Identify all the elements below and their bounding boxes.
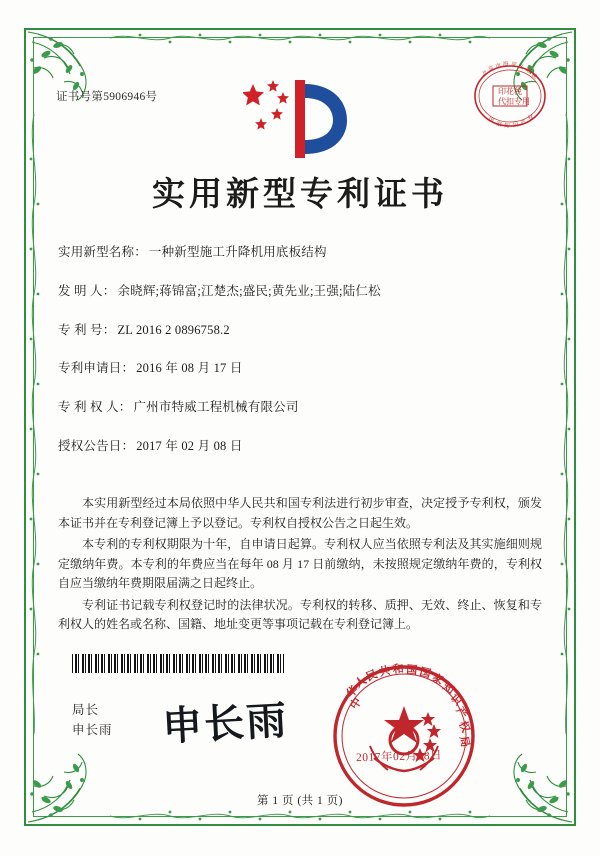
field-value: 余晓辉;蒋锦富;江楚杰;盛民;黄先业;王强;陆仁松 xyxy=(117,283,381,298)
field-row xyxy=(58,243,542,262)
field-row xyxy=(58,321,542,340)
field-value: ZL 2016 2 0896758.2 xyxy=(117,322,230,337)
field-list xyxy=(58,243,542,476)
field-row xyxy=(58,359,542,378)
field-label: 专 利 权 人： xyxy=(58,400,132,414)
barcode-icon xyxy=(72,654,284,673)
body-text xyxy=(58,494,542,637)
national-emblem-seal-icon xyxy=(330,662,478,810)
page-footer: 第 1 页 (共 1 页) xyxy=(256,795,344,807)
svg-text:税: 税 xyxy=(530,72,538,81)
svg-text:局: 局 xyxy=(457,735,472,749)
corner-ornament-icon xyxy=(490,740,576,826)
director-block xyxy=(72,700,113,740)
field-row xyxy=(58,398,542,417)
paragraph: 本实用新型经过本局依照中华人民共和国专利法进行初步审查，决定授予专利权，颁发本证书并在专利登记簿上予以登记。专利权自授权公告之日起生效。 xyxy=(58,496,542,530)
seal-date: 2017年02月08日 xyxy=(355,749,443,765)
stamp-duty-seal-icon xyxy=(472,58,548,134)
svg-text:产: 产 xyxy=(453,705,470,721)
svg-text:家: 家 xyxy=(429,671,445,688)
director-name: 申长雨 xyxy=(72,723,113,737)
field-label: 实用新型名称： xyxy=(58,245,147,259)
field-label: 专利申请日： xyxy=(58,361,135,376)
svg-text:产: 产 xyxy=(519,119,527,127)
handwritten-signature: 申长雨 xyxy=(161,697,290,750)
field-label: 专 利 号： xyxy=(58,322,116,337)
paragraph: 本专利的专利权期限为十年，自申请日起算。专利权人应当依照专利法及其实施细则规定缴纳年费。本专利的年费应当在每年 08 月 17 日前缴纳，未按照规定缴纳年费的，专利权自应当缴纳年费期限届满之日起终止。 xyxy=(58,537,542,590)
svg-text:市: 市 xyxy=(495,62,502,70)
cnipa-logo-icon xyxy=(243,78,353,160)
border-vine-icon xyxy=(110,31,490,45)
svg-text:权: 权 xyxy=(456,719,472,735)
svg-text:京: 京 xyxy=(487,65,495,73)
field-label: 授权公告日： xyxy=(58,438,135,453)
svg-text:识: 识 xyxy=(447,691,465,708)
paragraph: 专利证书记载专利权登记时的法律状况。专利权的转移、质押、无效、终止、恢复和专利权人的姓名或名称、国籍、地址变更等事项记载在专利登记簿上。 xyxy=(58,597,542,631)
certificate-number: 证书号第5906946号 xyxy=(56,91,158,103)
field-row xyxy=(58,282,542,301)
director-title: 局长 xyxy=(72,703,100,717)
svg-text:知: 知 xyxy=(440,680,457,697)
page-title: 实用新型专利证书 xyxy=(152,177,448,213)
field-value: 一种新型施工升降机用底板结构 xyxy=(148,245,327,259)
field-value: 广州市特威工程机械有限公司 xyxy=(133,400,299,414)
svg-text:民: 民 xyxy=(364,668,380,684)
svg-text:权: 权 xyxy=(527,113,535,122)
svg-text:识: 识 xyxy=(512,122,519,129)
field-label: 发 明 人： xyxy=(58,283,116,298)
corner-ornament-icon xyxy=(24,740,110,826)
border-vine-icon xyxy=(110,809,490,823)
svg-text:北: 北 xyxy=(481,69,489,78)
svg-text:知: 知 xyxy=(503,123,510,130)
svg-text:华: 华 xyxy=(344,683,361,701)
svg-text:中: 中 xyxy=(348,695,365,712)
svg-text:人: 人 xyxy=(352,674,369,691)
svg-text:共: 共 xyxy=(377,664,392,679)
field-value: 2017 年 02 月 08 日 xyxy=(136,438,243,453)
svg-text:家: 家 xyxy=(495,121,503,129)
svg-text:国: 国 xyxy=(405,664,418,677)
svg-text:淀: 淀 xyxy=(510,62,517,69)
svg-text:国: 国 xyxy=(487,116,495,125)
field-row xyxy=(58,437,542,456)
svg-text:代扣专用: 代扣专用 xyxy=(498,97,530,106)
svg-text:地: 地 xyxy=(524,67,532,75)
svg-text:国: 国 xyxy=(418,666,432,681)
svg-text:海: 海 xyxy=(502,61,509,68)
field-value: 2016 年 08 月 17 日 xyxy=(136,361,243,376)
svg-text:和: 和 xyxy=(392,663,405,676)
svg-text:区: 区 xyxy=(517,64,525,72)
svg-text:印花税: 印花税 xyxy=(498,87,522,96)
